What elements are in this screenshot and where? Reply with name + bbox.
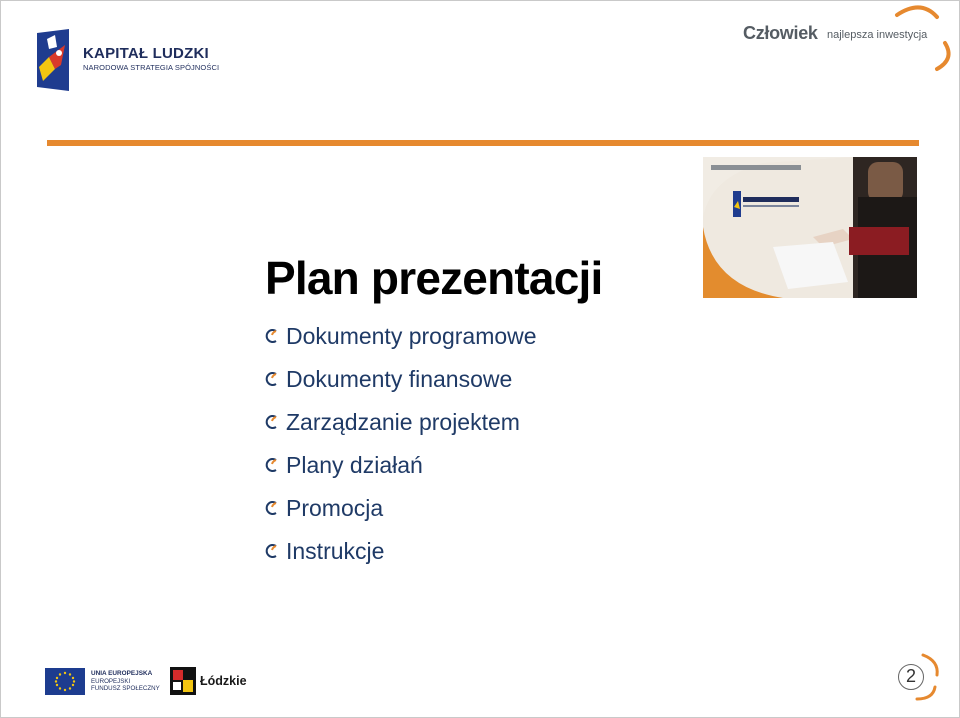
list-item-label: Zarządzanie projektem <box>286 409 520 435</box>
eu-line-2: EUROPEJSKI <box>91 677 131 685</box>
event-photo-illustration <box>703 157 917 298</box>
lodzkie-logo-icon <box>170 667 196 695</box>
list-item-label: Instrukcje <box>286 538 385 564</box>
crescent-bullet-icon <box>265 501 279 515</box>
eu-line-1: UNIA EUROPEJSKA <box>91 670 153 677</box>
orange-divider <box>47 140 919 146</box>
kapital-ludzki-title: KAPITAŁ LUDZKI <box>83 45 209 62</box>
list-item <box>265 405 537 448</box>
list-item <box>265 362 537 405</box>
list-item <box>265 319 537 362</box>
eu-flag-icon <box>45 668 85 695</box>
list-item <box>265 448 537 491</box>
list-item <box>265 534 537 577</box>
crescent-bullet-icon <box>265 544 279 558</box>
list-item-label: Plany działań <box>286 452 423 478</box>
list-item-label: Dokumenty finansowe <box>286 366 513 392</box>
lodzkie-label: Łódzkie <box>200 674 247 688</box>
event-photo <box>703 157 917 298</box>
eu-fund-label <box>91 670 160 693</box>
eu-line-3: FUNDUSZ SPOŁECZNY <box>91 685 160 693</box>
crescent-bullet-icon <box>265 329 279 343</box>
czlowiek-logo-word: Człowiek <box>743 23 818 43</box>
crescent-bullet-icon <box>265 458 279 472</box>
list-item <box>265 491 537 534</box>
list-item-label: Promocja <box>286 495 384 521</box>
kapital-ludzki-subtitle: NARODOWA STRATEGIA SPÓJNOŚCI <box>83 63 220 72</box>
page-number: 2 <box>898 664 924 690</box>
list-item-label: Dokumenty programowe <box>286 323 537 349</box>
crescent-bullet-icon <box>265 415 279 429</box>
crescent-bullet-icon <box>265 372 279 386</box>
czlowiek-logo-tagline: najlepsza inwestycja <box>827 29 928 41</box>
slide-title: Plan prezentacji <box>265 252 603 304</box>
orange-arc-icon <box>891 3 960 73</box>
kapital-ludzki-logo-icon <box>35 29 71 91</box>
agenda-list <box>265 319 537 577</box>
